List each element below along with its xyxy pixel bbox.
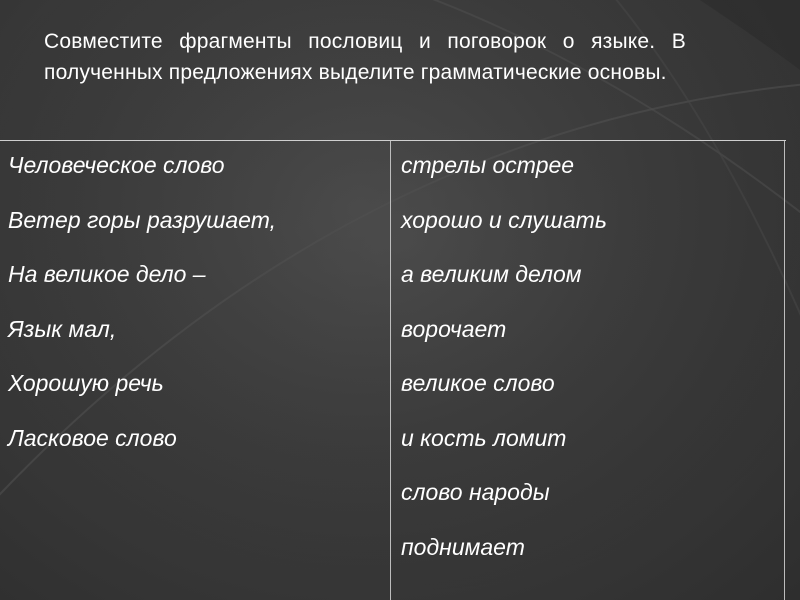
left-fragment: На великое дело – [8,261,206,287]
right-column [401,149,607,585]
right-fragment: ворочает [401,315,507,342]
right-fragment: и кость ломит [401,424,567,451]
left-fragment: Хорошую речь [8,370,164,396]
right-fragment: слово народы [401,479,550,505]
left-column [8,149,276,476]
slide-title: Совместите фрагменты пословиц и поговорок о языке. В полученных предложениях выделите грамматические основы. [44,30,686,84]
proverbs-table [0,140,786,600]
right-fragment: поднимает [401,533,525,560]
right-fragment: хорошо и слушать [401,206,607,233]
left-fragment: Человеческое слово [8,152,225,178]
right-fragment: великое слово [401,370,555,396]
left-fragment: Ласковое слово [8,424,177,451]
right-fragment: а великим делом [401,261,582,287]
right-fragment: стрелы острее [401,152,575,178]
table-right-border [784,141,785,600]
left-fragment: Язык мал, [8,315,117,342]
column-divider [390,141,391,600]
left-fragment: Ветер горы разрушает, [8,206,276,233]
